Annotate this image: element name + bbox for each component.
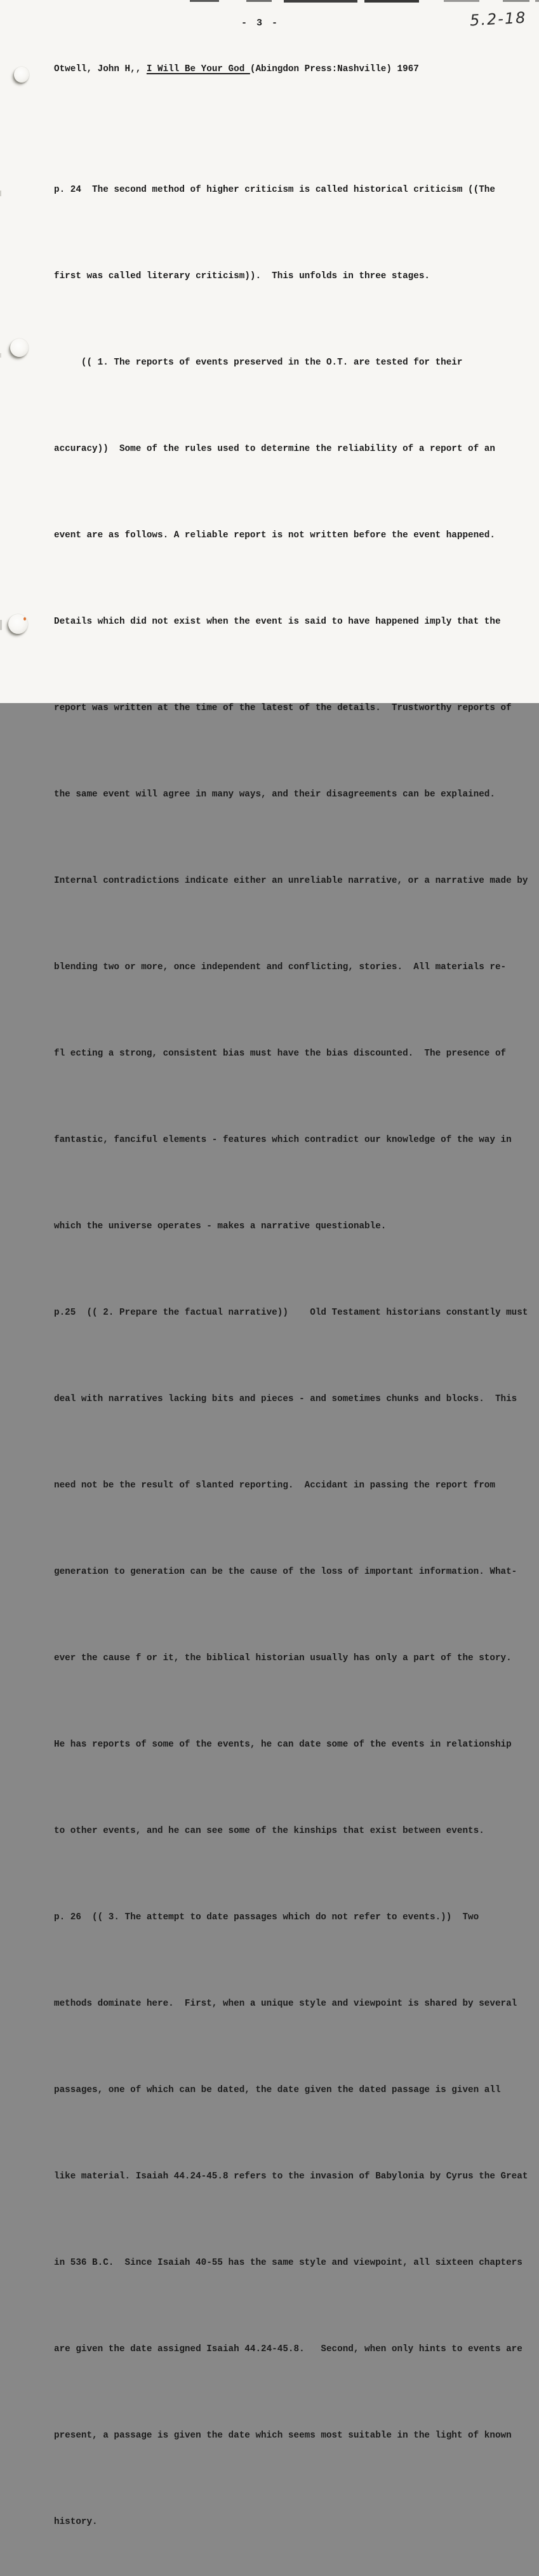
scan-edge-artifact — [364, 0, 419, 3]
scan-edge-artifact — [284, 0, 357, 3]
scan-edge-artifact — [0, 191, 1, 196]
text-line: p. 26 (( 3. The attempt to date passages which do not refer to events.)) Two — [54, 1912, 479, 1922]
text-line: are given the date assigned Isaiah 44.24-45.8. Second, when only hints to events are — [54, 2344, 522, 2354]
text-line: Internal contradictions indicate either an unreliable narrative, or a narrative made by — [54, 876, 528, 886]
scan-edge-artifact — [0, 353, 1, 358]
scan-edge-artifact — [503, 0, 529, 2]
scan-edge-artifact — [0, 620, 2, 630]
text-line: (( 1. The reports of events preserved in the O.T. are tested for their — [54, 358, 463, 368]
scan-edge-artifact — [444, 0, 479, 2]
text-line: blending two or more, once independent and conflicting, stories. All materials re- — [54, 962, 507, 972]
page-number: - 3 - — [241, 18, 280, 29]
text-line: like material. Isaiah 44.24-45.8 refers to the invasion of Babylonia by Cyrus the Great — [54, 2171, 528, 2182]
text-line: passages, one of which can be dated, the date given the dated passage is given all — [54, 2085, 501, 2095]
text-line: ever the cause f or it, the biblical historian usually has only a part of the story. — [54, 1653, 512, 1663]
text-line: He has reports of some of the events, he can date some of the events in relationship — [54, 1740, 512, 1750]
text-line: the same event will agree in many ways, and their disagreements can be explained. — [54, 789, 495, 800]
text-line: deal with narratives lacking bits and pieces - and sometimes chunks and blocks. This — [54, 1394, 517, 1404]
citation-author: Otwell, John H,, — [54, 64, 147, 74]
text-line: generation to generation can be the cause of the loss of important information. What- — [54, 1567, 517, 1577]
citation-line — [54, 64, 419, 74]
text-line: to other events, and he can see some of the kinships that exist between events. — [54, 1826, 484, 1836]
scan-edge-artifact — [246, 0, 272, 2]
citation-publisher: (Abingdon Press:Nashville) 1967 — [250, 64, 419, 74]
text-line: p.25 (( 2. Prepare the factual narrative)) Old Testament historians constantly must — [54, 1308, 528, 1318]
body-text — [54, 93, 528, 2576]
citation-book-title: I Will Be Your God — [146, 64, 250, 74]
scan-edge-artifact — [535, 0, 539, 2]
text-line: in 536 B.C. Since Isaiah 40-55 has the same style and viewpoint, all sixteen chapters — [54, 2258, 522, 2268]
text-line: need not be the result of slanted reporting. Accidant in passing the report from — [54, 1480, 495, 1491]
text-line: report was written at the time of the latest of the details. Trustworthy reports of — [54, 703, 512, 713]
hole-punch — [8, 614, 28, 634]
text-line: fl ecting a strong, consistent bias must have the bias discounted. The presence of — [54, 1049, 507, 1059]
handwritten-date: 5.2-18 — [469, 8, 528, 30]
text-line: Details which did not exist when the event is said to have happened imply that the — [54, 617, 501, 627]
hole-punch — [10, 339, 29, 357]
text-line: event are as follows. A reliable report is not written before the event happened. — [54, 530, 495, 540]
scan-edge-artifact — [190, 0, 219, 2]
text-line: methods dominate here. First, when a unique style and viewpoint is shared by several — [54, 1999, 517, 2009]
text-line: p. 24 The second method of higher criticism is called historical criticism ((The — [54, 185, 495, 195]
text-line: present, a passage is given the date which seems most suitable in the light of known — [54, 2431, 512, 2441]
text-line: accuracy)) Some of the rules used to determine the reliability of a report of an — [54, 444, 495, 454]
text-line: first was called literary criticism)). This unfolds in three stages. — [54, 271, 430, 281]
text-line: history. — [54, 2517, 98, 2527]
text-line: fantastic, fanciful elements - features which contradict our knowledge of the way in — [54, 1135, 512, 1145]
text-line: which the universe operates - makes a narrative questionable. — [54, 1221, 387, 1231]
hole-punch — [14, 67, 29, 83]
